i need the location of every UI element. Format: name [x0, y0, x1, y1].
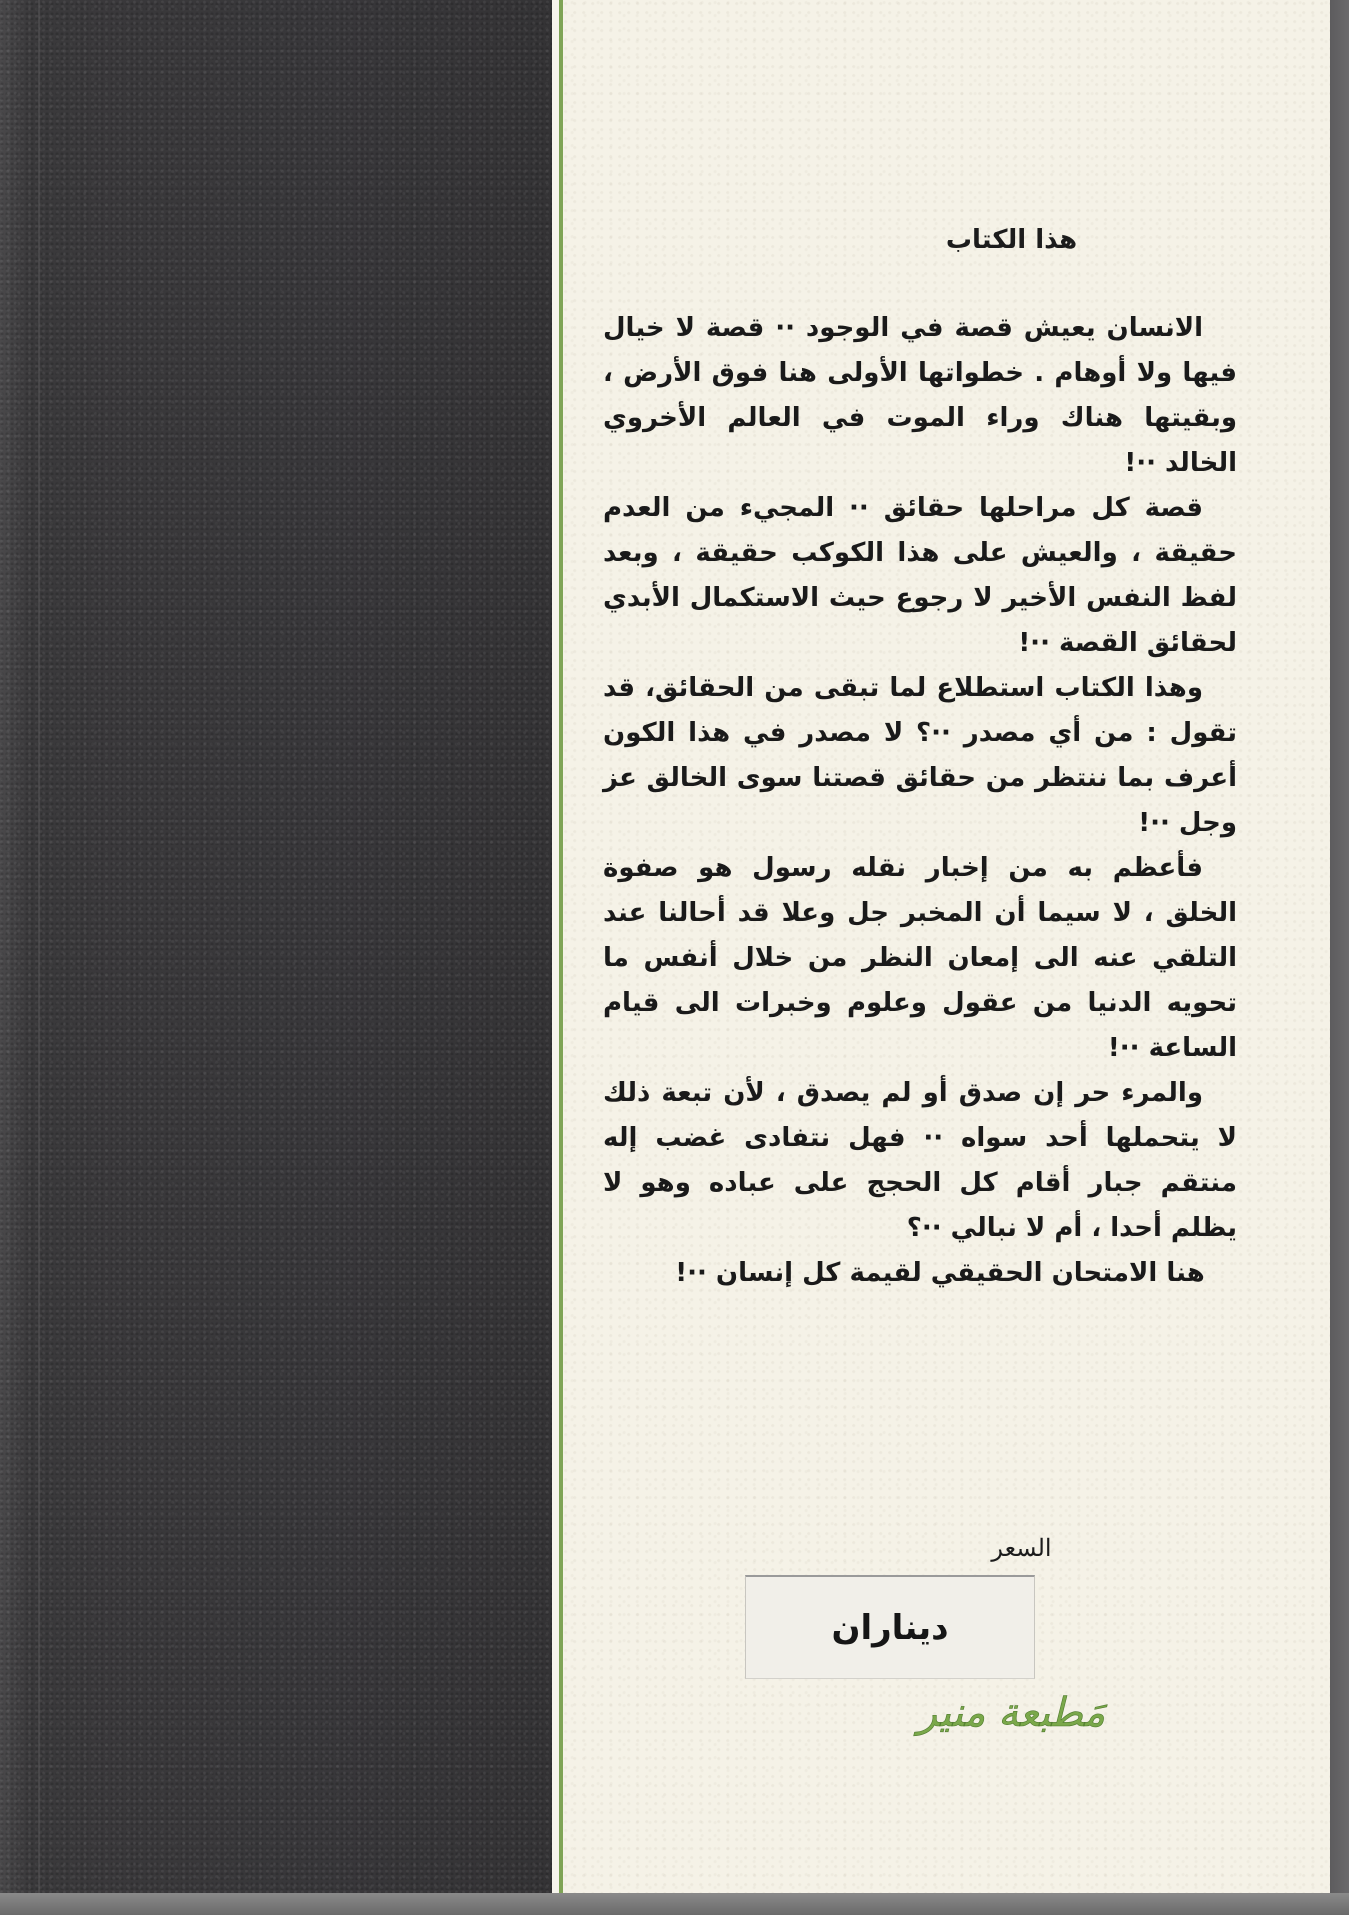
blurb-heading: هذا الكتاب [945, 225, 1078, 255]
blurb-paragraph-3: وهذا الكتاب استطلاع لما تبقى من الحقائق، قد تقول : من أي مصدر ··؟ لا مصدر في هذا الكون أعرف بما ننتظر من حقائق قصتنا سوى الخالق عز وجل ··! [603, 673, 1237, 838]
price-value: ديناران [831, 1607, 949, 1648]
text-panel [563, 0, 1330, 1893]
price-sticker [745, 1575, 1035, 1679]
scan-background-right [1330, 0, 1349, 1915]
dark-spine-panel [0, 0, 552, 1893]
blurb-paragraph-4: فأعظم به من إخبار نقله رسول هو صفوة الخلق ، لا سيما أن المخبر جل وعلا قد أحالنا عند التلقي عنه الى إمعان النظر من خلال أنفس ما تحويه الدنيا من عقول وعلوم وخبرات الى قيام الساعة ··! [603, 853, 1237, 1063]
blurb-body [603, 306, 1237, 1296]
blurb-paragraph-5: والمرء حر إن صدق أو لم يصدق ، لأن تبعة ذلك لا يتحملها أحد سواه ·· فهل نتفادى غضب إله منتقم جبار أقام كل الحجج على عباده وهو لا يظلم أحدا ، أم لا نبالي ··؟ [603, 1078, 1237, 1243]
blurb-paragraph-1: الانسان يعيش قصة في الوجود ·· قصة لا خيال فيها ولا أوهام . خطواتها الأولى هنا فوق الأرض ، وبقيتها هناك وراء الموت في العالم الأخروي الخالد ··! [603, 313, 1237, 478]
blurb-paragraph-2: قصة كل مراحلها حقائق ·· المجيء من العدم حقيقة ، والعيش على هذا الكوكب حقيقة ، وبعد لفظ النفس الأخير لا رجوع حيث الاستكمال الأبدي لحقائق القصة ··! [603, 493, 1237, 658]
spine-crease [38, 0, 40, 1893]
blurb-closing-line: هنا الامتحان الحقيقي لقيمة كل إنسان ··! [675, 1258, 1205, 1288]
price-label: السعر [991, 1534, 1052, 1562]
scan-background-bottom [0, 1893, 1349, 1915]
publisher-logo: مَطبعة منير [917, 1690, 1106, 1736]
